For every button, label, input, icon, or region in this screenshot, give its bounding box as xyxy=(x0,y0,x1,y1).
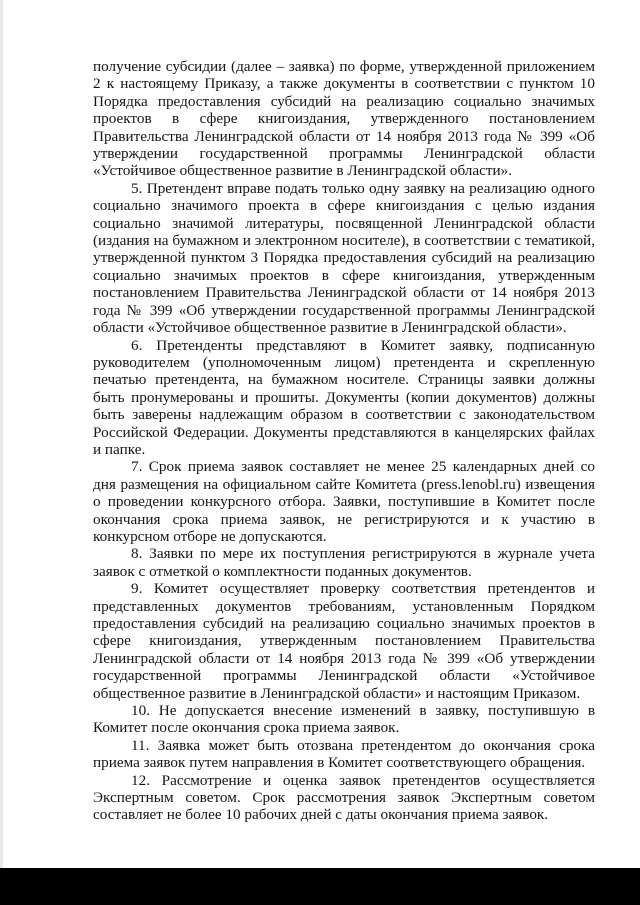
paragraph-11: 11. Заявка может быть отозвана претендентом до окончания срока приема заявок путем направления в Комитет соответствующего обращения. xyxy=(93,736,595,772)
scan-edge xyxy=(0,0,3,868)
paragraph-continuation: получение субсидии (далее – заявка) по форме, утвержденной приложением 2 к настоящему Приказу, а также документы в соответствии с пунктом 10 Порядка предоставления субсидий на реализацию социально значимых проектов в сфере книгоиздания, утвержденного постановлением Правительства Ленинградской области от 14 ноября 2013 года № 399 «Об утверждении государственной программы Ленинградской области «Устойчивое общественное развитие в Ленинградской области». xyxy=(93,58,595,180)
paragraph-12: 12. Рассмотрение и оценка заявок претендентов осуществляется Экспертным советом. Срок рассмотрения заявок Экспертным советом составляет не более 10 рабочих дней с даты окончания приема заявок. xyxy=(93,771,595,824)
paragraph-10: 10. Не допускается внесение изменений в заявку, поступившую в Комитет после окончания срока приема заявок. xyxy=(93,702,595,737)
paragraph-7: 7. Срок приема заявок составляет не менее 25 календарных дней со дня размещения на официальном сайте Комитета (press.lenobl.ru) извещения о проведении конкурсного отбора. Заявки, поступившие в Комитет после окончания срока приема заявок, не регистрируются и к участию в конкурсном отборе не допускаются. xyxy=(93,458,595,545)
paragraph-5: 5. Претендент вправе подать только одну заявку на реализацию одного социально значимого проекта в сфере книгоиздания с целью издания социально значимой литературы, посвященной Ленинградской области (издания на бумажном и электронном носителе), в соответствии с тематикой, утвержденной пунктом 3 Порядка предоставления субсидий на реализацию социально значимых проектов в сфере книгоиздания, утвержденным постановлением Правительства Ленинградской области от 14 ноября 2013 года № 399 «Об утверждении государственной программы Ленинградской области «Устойчивое общественное развитие в Ленинградской области». xyxy=(93,179,595,337)
scan-bottom-border xyxy=(0,868,640,905)
paragraph-8: 8. Заявки по мере их поступления регистрируются в журнале учета заявок с отметкой о комплектности поданных документов. xyxy=(93,545,595,580)
document-body xyxy=(93,58,595,824)
paragraph-9: 9. Комитет осуществляет проверку соответствия претендентов и представленных документов требованиям, установленным Порядком предоставления субсидий на реализацию социально значимых проектов в сфере книгоиздания, утвержденным постановлением Правительства Ленинградской области от 14 ноября 2013 года № 399 «Об утверждении государственной программы Ленинградской области «Устойчивое общественное развитие в Ленинградской области» и настоящим Приказом. xyxy=(93,580,595,702)
paragraph-6: 6. Претенденты представляют в Комитет заявку, подписанную руководителем (уполномоченным лицом) претендента и скрепленную печатью претендента, на бумажном носителе. Страницы заявки должны быть пронумерованы и прошиты. Документы (копии документов) должны быть заверены надлежащим образом в соответствии с законодательством Российской Федерации. Документы представляются в канцелярских файлах и папке. xyxy=(93,336,595,458)
